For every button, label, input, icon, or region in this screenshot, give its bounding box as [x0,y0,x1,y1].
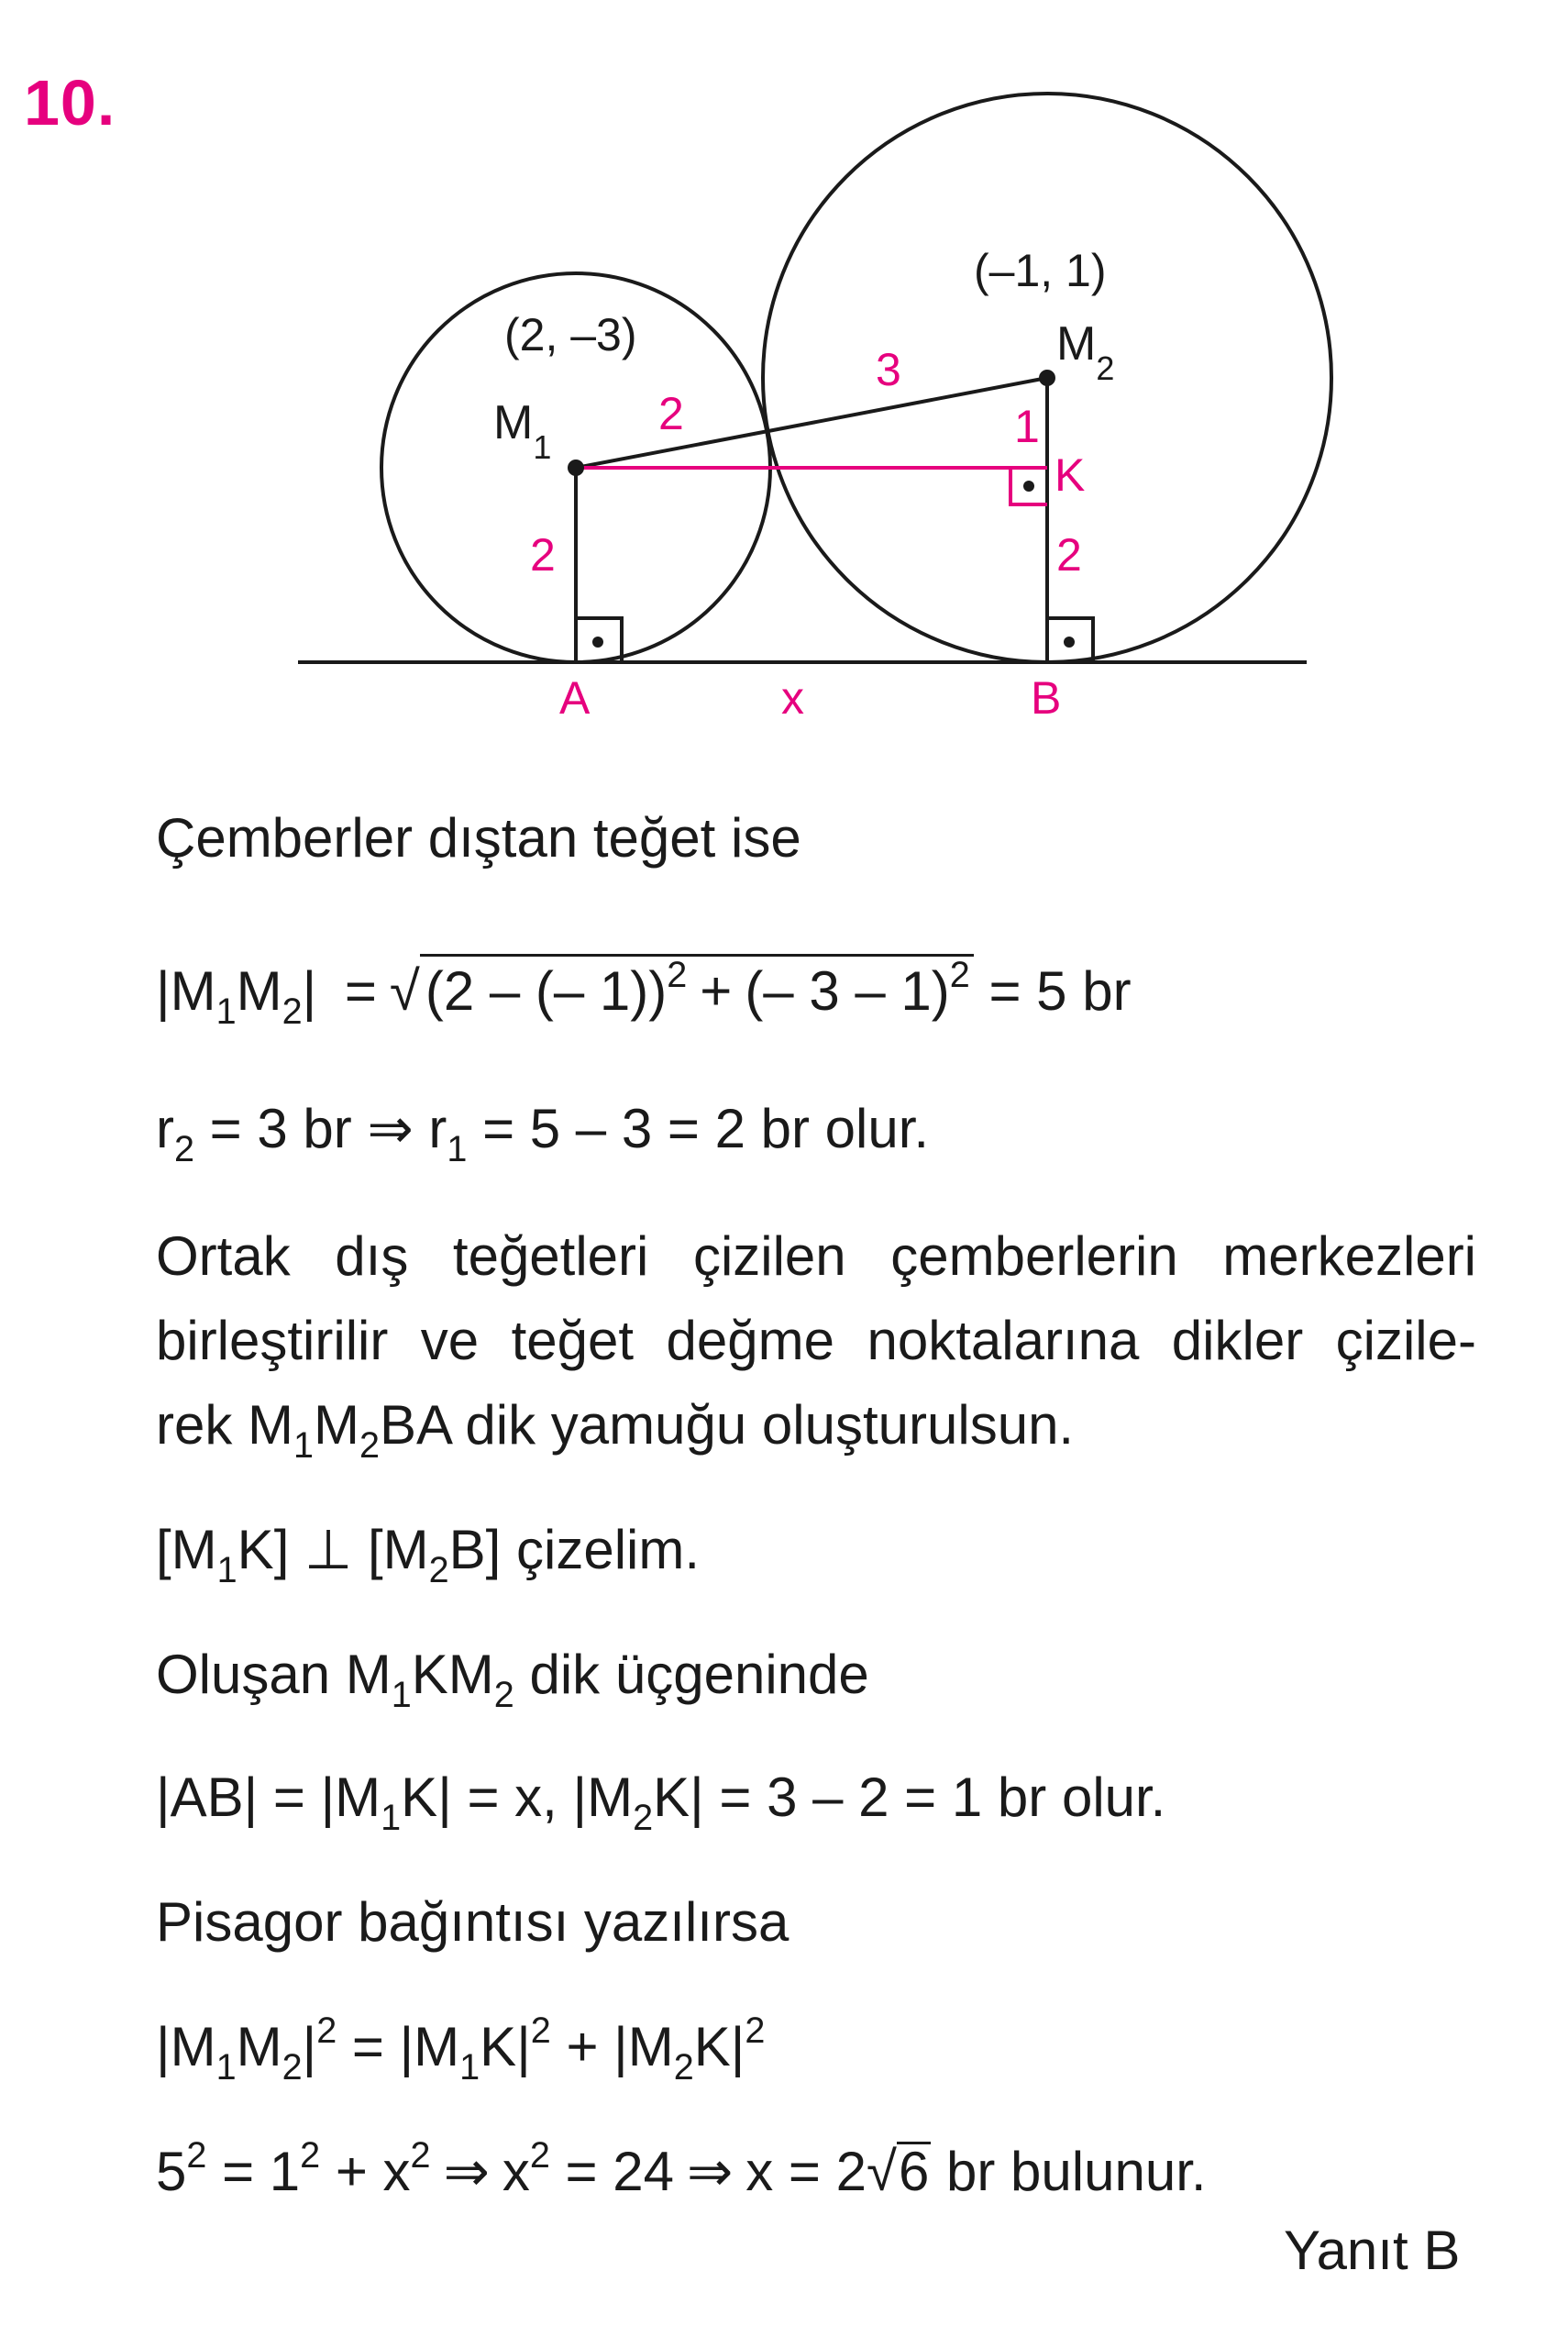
point-b-label: B [1031,672,1062,724]
center-m2-dot [1039,370,1055,386]
equation-radii: $r_2 = 3$ br ⇒ $r_1 = 5 - 3 = 2$ br olur. [156,1098,930,1170]
center-m1-dot [568,460,584,476]
pythagoras-intro: Pisagor bağıntısı yazılırsa [156,1891,790,1953]
final-equation: $5^2 = 1^2 + x^2$ ⇒ $x^2 = 24$ ⇒ x = 2√6 br bulunur. [156,2135,1207,2202]
segment-m2k-label: 1 [1014,401,1040,452]
coord-m1-label: (2, –3) [504,309,637,360]
segment-kb-label: 2 [1056,529,1082,581]
coord-m2-label: (–1, 1) [974,245,1107,296]
equation-distance: $|M_1M_2|$ = √ (2 – (– 1))$^2$ + (– 3 – 1)$^2$ = 5 br [156,955,1132,1033]
answer-label: Yanıt B [1284,2220,1461,2281]
geometry-figure [0,0,1568,761]
right-angle-b-dot [1064,637,1075,648]
paragraph-line-1: Ortak dış teğetleri çizilen çemberlerin merkezleri [156,1225,1476,1287]
radical-sign: √ [389,960,420,1022]
perpendicular-statement: $[M_1K]$ ⊥ $[M_2B]$ çizelim. [156,1519,701,1591]
paragraph-line-2: birleştirilir ve teğet değme noktalarına dikler çizile- [156,1310,1476,1371]
point-k-label: K [1055,449,1086,501]
m2-label: $M_2$ [1056,317,1115,387]
right-angle-k-dot [1023,481,1034,492]
pythagoras-equation: $|M_1M_2|^2 = |M_1K|^2 + |M_2K|^2$ [156,2010,766,2088]
radicand: (2 – (– 1))$^2$ + (– 3 – 1)$^2$ [420,954,974,1027]
point-a-label: A [559,672,591,724]
radius-m1-label: 2 [658,388,684,439]
segment-m1-m2 [576,378,1047,468]
question-number: 10. [24,67,116,138]
paragraph-line-3: rek $M_1M_2BA$ dik yamuğu oluşturulsun. [156,1394,1075,1467]
right-angle-a-dot [592,637,603,648]
m1-label: $M_1$ [493,396,552,466]
lengths-statement: $|AB| = |M_1K| = x$, $|M_2K| = 3 - 2 = 1$ br olur. [156,1767,1166,1839]
radius-m2-label: 3 [876,344,901,395]
solution-line-tangent: Çemberler dıştan teğet ise [156,807,801,869]
segment-m1a-label: 2 [530,529,556,581]
x-length-label: x [781,672,804,724]
triangle-statement: Oluşan $M_1KM_2$ dik üçgeninde [156,1644,869,1716]
